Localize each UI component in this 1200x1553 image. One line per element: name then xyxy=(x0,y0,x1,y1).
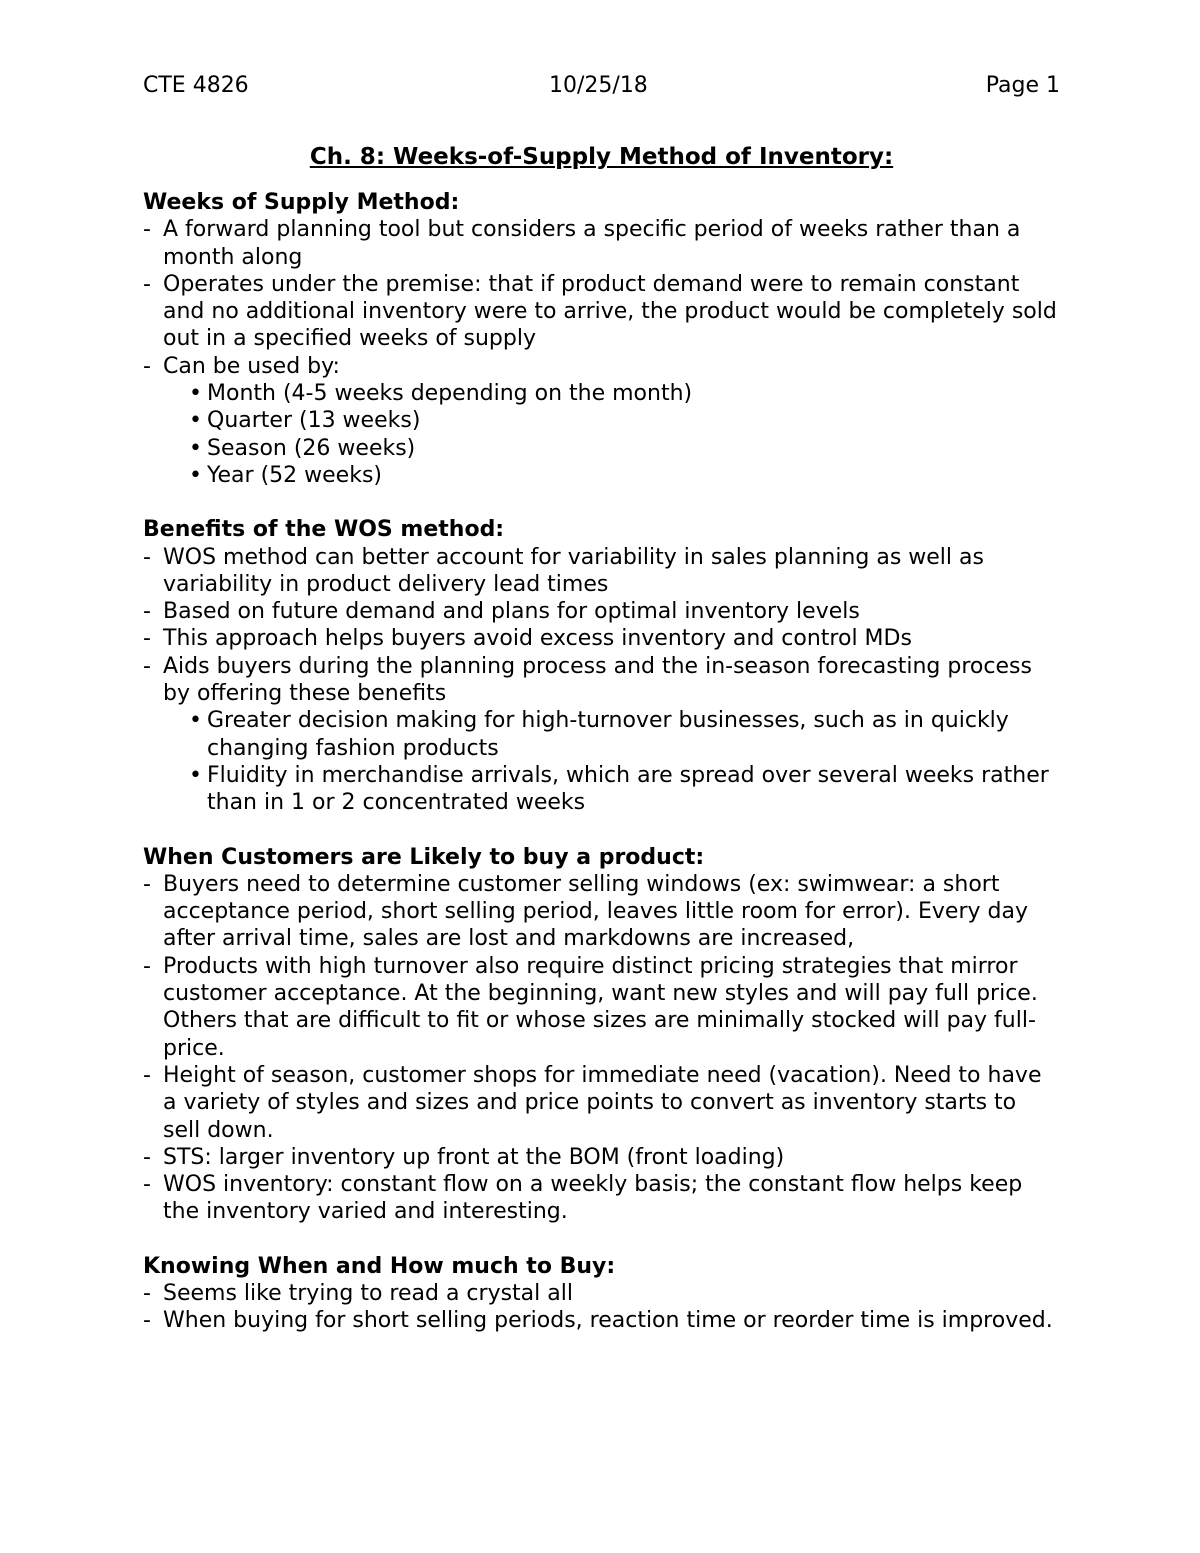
sub-list-item xyxy=(187,407,1060,434)
list-item xyxy=(143,1062,1060,1144)
section-benefits xyxy=(143,516,1060,816)
dash-marker: - xyxy=(143,271,151,297)
list-item-text: WOS method can better account for variability in sales planning as well as variability in product delivery lead times xyxy=(163,544,984,597)
list-item-text: When buying for short selling periods, reaction time or reorder time is improved. xyxy=(163,1308,1053,1334)
list-item-text: Products with high turnover also require distinct pricing strategies that mirror customer acceptance. At the beginning, want new styles and will pay full price. Others that are difficult to fit or whose sizes are minimally stocked will pay full-price. xyxy=(163,953,1038,1061)
sub-list-item xyxy=(187,462,1060,489)
list-item xyxy=(143,544,1060,599)
bullet-marker: • xyxy=(189,435,202,461)
bullet-marker: • xyxy=(189,762,202,788)
list-item xyxy=(143,653,1060,817)
section-heading: Benefits of the WOS method: xyxy=(143,517,505,543)
list-item-text: Buyers need to determine customer selling windows (ex: swimwear: a short acceptance period, short selling period, leaves little room for error). Every day after arrival time, sales are lost and markdowns are increased, xyxy=(163,871,1028,952)
bullet-marker: • xyxy=(189,708,202,734)
list-item-text: WOS inventory: constant flow on a weekly basis; the constant flow helps keep the inventory varied and interesting. xyxy=(163,1172,1023,1225)
list-item xyxy=(143,871,1060,953)
page-number: Page 1 xyxy=(985,73,1060,98)
list-item xyxy=(143,1171,1060,1226)
page-header xyxy=(143,68,1060,104)
list-item xyxy=(143,1144,1060,1171)
section-buying xyxy=(143,1253,1060,1335)
document-date: 10/25/18 xyxy=(549,73,648,98)
dash-marker: - xyxy=(143,544,151,570)
list-item xyxy=(143,271,1060,353)
section-customers xyxy=(143,844,1060,1226)
sub-list-item xyxy=(187,762,1060,817)
list-item xyxy=(143,625,1060,652)
sub-list-item-text: Fluidity in merchandise arrivals, which are spread over several weeks rather than in 1 or 2 concentrated weeks xyxy=(207,762,1049,816)
dash-marker: - xyxy=(143,871,151,897)
sub-list-item-text: Season (26 weeks) xyxy=(207,435,416,461)
list-item-text: Height of season, customer shops for immediate need (vacation). Need to have a variety of styles and sizes and price points to convert as inventory starts to sell down. xyxy=(163,1062,1042,1143)
section-heading: When Customers are Likely to buy a product: xyxy=(143,844,705,870)
course-code: CTE 4826 xyxy=(143,73,249,98)
dash-marker: - xyxy=(143,1308,151,1334)
dash-list xyxy=(143,544,1060,817)
dash-marker: - xyxy=(143,626,151,652)
list-item-text: Seems like trying to read a crystal all xyxy=(163,1280,573,1306)
dash-marker: - xyxy=(143,1144,151,1170)
list-item-text: A forward planning tool but considers a specific period of weeks rather than a month along xyxy=(163,217,1021,270)
sub-list-item-text: Month (4-5 weeks depending on the month) xyxy=(207,381,693,407)
dash-marker: - xyxy=(143,1062,151,1088)
dash-marker: - xyxy=(143,1280,151,1306)
bullet-list xyxy=(163,380,1060,489)
section-heading: Weeks of Supply Method: xyxy=(143,190,460,215)
sub-list-item xyxy=(187,435,1060,462)
list-item-text: STS: larger inventory up front at the BOM (front loading) xyxy=(163,1144,785,1170)
bullet-marker: • xyxy=(189,462,202,488)
list-item xyxy=(143,598,1060,625)
bullet-marker: • xyxy=(189,381,202,407)
list-item xyxy=(143,216,1060,271)
dash-marker: - xyxy=(143,953,151,979)
dash-marker: - xyxy=(143,217,151,243)
list-item xyxy=(143,353,1060,489)
dash-list xyxy=(143,1280,1060,1335)
list-item xyxy=(143,1280,1060,1307)
section-heading: Knowing When and How much to Buy: xyxy=(143,1253,616,1279)
list-item xyxy=(143,1307,1060,1334)
sub-list-item-text: Greater decision making for high-turnover businesses, such as in quickly changing fashion products xyxy=(207,708,1009,761)
dash-list xyxy=(143,216,1060,489)
dash-marker: - xyxy=(143,653,151,679)
dash-marker: - xyxy=(143,353,151,379)
document-title: Ch. 8: Weeks-of-Supply Method of Inventory: xyxy=(309,144,894,170)
list-item-text: Based on future demand and plans for optimal inventory levels xyxy=(163,599,860,625)
bullet-list xyxy=(163,707,1060,816)
sub-list-item xyxy=(187,707,1060,762)
section-weeks-of-supply xyxy=(143,189,1060,489)
list-item-text: Aids buyers during the planning process and the in-season forecasting process by offering these benefits xyxy=(163,653,1032,707)
list-item-text: This approach helps buyers avoid excess inventory and control MDs xyxy=(163,626,912,652)
sub-list-item-text: Quarter (13 weeks) xyxy=(207,408,421,434)
sub-list-item-text: Year (52 weeks) xyxy=(207,462,382,488)
document-page xyxy=(143,68,1060,1335)
sub-list-item xyxy=(187,380,1060,407)
list-item xyxy=(143,953,1060,1062)
dash-marker: - xyxy=(143,1172,151,1198)
dash-marker: - xyxy=(143,599,151,625)
list-item-text: Can be used by: xyxy=(163,353,340,379)
list-item-text: Operates under the premise: that if product demand were to remain constant and no additional inventory were to arrive, the product would be completely sold out in a specified weeks of supply xyxy=(163,271,1057,352)
bullet-marker: • xyxy=(189,408,202,434)
dash-list xyxy=(143,871,1060,1226)
